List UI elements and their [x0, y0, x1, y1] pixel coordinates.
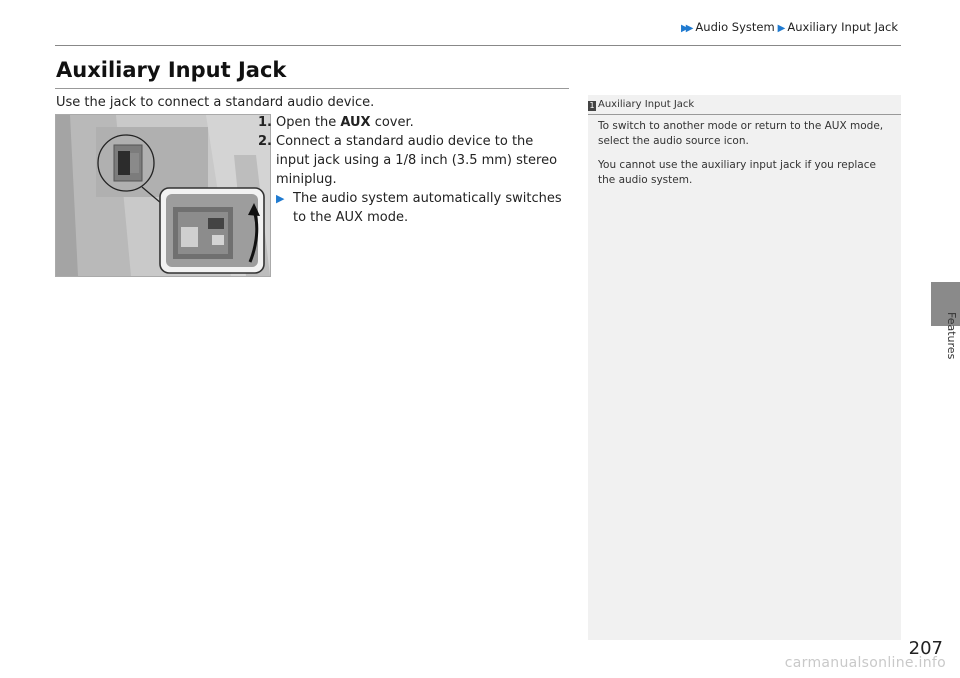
aux-jack-image — [56, 115, 270, 276]
intro-text: Use the jack to connect a standard audio device. — [56, 95, 375, 110]
steps-list — [258, 113, 568, 227]
section-title: Auxiliary Input Jack — [56, 58, 287, 82]
step-number: 1. — [258, 115, 272, 130]
step-1 — [258, 113, 568, 132]
breadcrumb-level2[interactable]: Auxiliary Input Jack — [787, 20, 898, 34]
step-text: Connect a standard audio device to the input jack using a 1/8 inch (3.5 mm) stereo miniplug. — [276, 134, 558, 187]
aux-label: AUX — [340, 115, 371, 130]
sidebar-paragraph: You cannot use the auxiliary input jack if you replace the audio system. — [598, 159, 876, 186]
sidebar-header — [588, 95, 901, 115]
title-divider — [55, 88, 569, 89]
sidebar-paragraph: To switch to another mode or return to the AUX mode, select the audio source icon. — [598, 120, 884, 147]
chapter-tab-text: Features — [945, 312, 958, 360]
step-number: 2. — [258, 134, 272, 149]
breadcrumb-level1[interactable]: Audio System — [695, 20, 775, 34]
step-2 — [258, 132, 568, 189]
breadcrumb-arrow-icon: ▶ — [777, 23, 786, 34]
step-text: Open the — [276, 115, 341, 130]
note-arrow-icon: ▶ — [276, 192, 285, 205]
step-text: cover. — [370, 115, 414, 130]
aux-jack-illustration — [55, 114, 271, 277]
reference-badge: 1 — [589, 101, 595, 110]
chapter-tab-label — [920, 312, 960, 372]
sidebar-body — [588, 115, 901, 188]
breadcrumb — [681, 20, 898, 34]
page-number: 207 — [908, 638, 943, 659]
step-note — [276, 189, 568, 227]
breadcrumb-arrow-icon: ▶▶ — [681, 23, 691, 34]
step-note-text: The audio system automatically switches to the AUX mode. — [293, 191, 562, 225]
header-divider — [55, 45, 901, 46]
sidebar-title: Auxiliary Input Jack — [598, 99, 695, 110]
sidebar-note — [588, 95, 901, 640]
watermark: carmanualsonline.info — [784, 655, 946, 671]
